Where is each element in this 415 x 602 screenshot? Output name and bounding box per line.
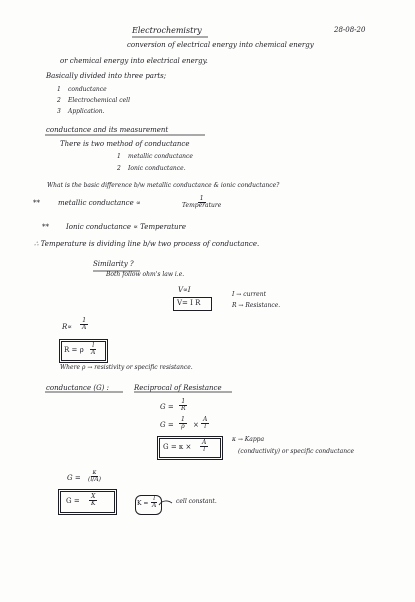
g2-den: (l/A) xyxy=(88,476,101,483)
cell-constant-num: l xyxy=(153,495,156,502)
method-1-num: 1 xyxy=(117,153,121,160)
resistivity-fraction xyxy=(89,343,97,356)
conductance-box-lhs: G = κ × xyxy=(163,443,192,451)
cell-constant-box xyxy=(135,495,162,515)
eq2-fraction-1 xyxy=(179,417,187,430)
cell-constant-den: A xyxy=(152,502,157,509)
page-title: Electrochemistry xyxy=(132,26,202,35)
cell-constant-fraction xyxy=(150,496,158,509)
rule-3-text: ∴ Temperature is dividing line b/w two process of conductance. xyxy=(34,240,260,248)
rule-1-numerator: 1 xyxy=(199,195,204,202)
conductance-definition: Reciprocal of Resistance xyxy=(134,384,222,392)
rule-2-stars: ** xyxy=(42,223,49,231)
resistivity-lhs: R = ρ xyxy=(64,346,84,354)
final-g-lhs: G = xyxy=(66,497,80,505)
eq2-num-2: A xyxy=(203,416,208,423)
conductance-heading: conductance (G) : xyxy=(46,384,109,392)
similarity-heading: Similarity ? xyxy=(93,260,134,268)
method-2-num: 2 xyxy=(117,165,121,172)
conductance-box-den: l xyxy=(203,446,206,453)
intro-line-2: or chemical energy into electrical energy. xyxy=(60,57,208,65)
g2-fraction xyxy=(86,470,103,483)
eq1-fraction xyxy=(179,399,188,412)
ohm-law-box xyxy=(173,297,212,311)
resistance-prop-lhs: R∝ xyxy=(62,323,73,331)
part-1-label: conductance xyxy=(68,86,107,93)
final-g-fraction xyxy=(89,494,97,507)
method-1-label: metallic conductance xyxy=(128,153,193,160)
resistance-prop-num: 1 xyxy=(82,317,87,324)
eq1-num: 1 xyxy=(181,398,186,405)
page-date: 28-08-20 xyxy=(334,26,366,34)
part-1-num: 1 xyxy=(57,86,61,93)
part-3-label: Application. xyxy=(68,108,105,115)
resistance-prop-den: A xyxy=(82,324,87,331)
kappa-note: κ → Kappa xyxy=(232,436,265,443)
cell-constant-lhs: K = xyxy=(137,500,149,507)
conductance-box-num: A xyxy=(202,439,207,446)
eq2-num: 1 xyxy=(181,416,185,423)
g2-num: κ xyxy=(92,469,97,476)
kappa-note-2: (conductivity) or specific conductance xyxy=(238,448,355,455)
part-2-label: Electrochemical cell xyxy=(68,97,130,104)
g2-lhs: G = xyxy=(67,474,81,482)
part-2-num: 2 xyxy=(57,97,61,104)
eq2-times: × xyxy=(193,421,199,429)
method-2-label: Ionic conductance. xyxy=(128,165,186,172)
conductance-box xyxy=(159,438,221,458)
resistance-prop-fraction xyxy=(80,318,88,331)
cell-constant-note: cell constant. xyxy=(176,498,217,505)
resistivity-box xyxy=(61,341,106,361)
eq2-den: ρ xyxy=(181,423,185,430)
current-note: I → current xyxy=(232,291,266,298)
rule-1-denominator: Temperature xyxy=(182,202,222,209)
ohm-proportional: V∝I xyxy=(178,286,191,294)
resistivity-note: Where ρ → resistivity or specific resistance. xyxy=(60,364,193,371)
section-heading-conductance: conductance and its measurement xyxy=(46,126,169,134)
methods-intro: There is two method of conductance xyxy=(60,140,190,148)
rule-1-text: metallic conductance ∝ xyxy=(58,199,141,207)
resistivity-num: l xyxy=(92,342,95,349)
rule-1-stars: ** xyxy=(33,199,40,207)
eq2-lhs: G = xyxy=(160,421,174,429)
rule-1-fraction xyxy=(180,196,223,209)
eq1-den: R xyxy=(181,405,186,412)
resistivity-den: A xyxy=(91,349,96,356)
final-g-num: X xyxy=(91,493,96,500)
rule-2-text: Ionic conductance ∝ Temperature xyxy=(66,223,187,231)
question-text: What is the basic difference b/w metallic conductance & ionic conductance? xyxy=(47,182,280,189)
eq2-den-2: l xyxy=(204,423,207,430)
ohm-law-formula: V= I R xyxy=(177,299,201,307)
eq2-fraction-2 xyxy=(201,417,209,430)
intro-line-1: conversion of electrical energy into chemical energy xyxy=(127,41,314,49)
intro-line-3: Basically divided into three parts; xyxy=(46,72,167,80)
eq1-lhs: G = xyxy=(160,403,174,411)
final-g-box xyxy=(60,491,115,513)
conductance-box-fraction xyxy=(200,440,208,453)
final-g-den: K xyxy=(91,500,96,507)
resistance-note: R → Resistance. xyxy=(232,302,281,309)
part-3-num: 3 xyxy=(57,108,61,115)
similarity-line: Both follow ohm's law i.e. xyxy=(106,271,185,278)
